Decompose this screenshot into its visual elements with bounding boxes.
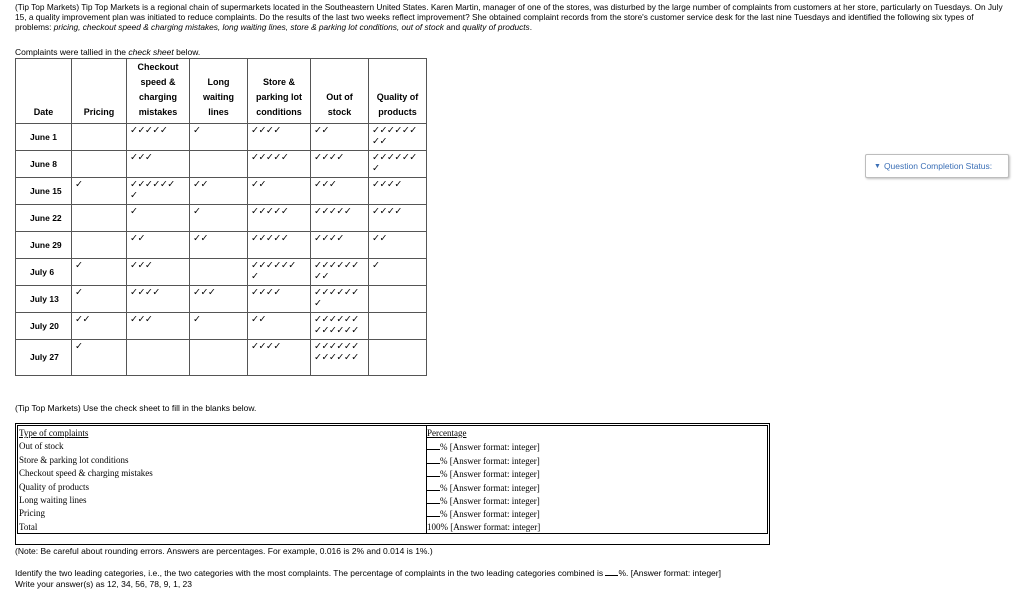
tally-cell: ✓✓✓✓ bbox=[369, 178, 427, 205]
header-waiting: Long waiting lines bbox=[190, 59, 248, 124]
rounding-note: (Note: Be careful about rounding errors. Answers are percentages. For example, 0.016 is 2% and 0.014 is 1%.) bbox=[15, 546, 433, 556]
tally-cell: ✓✓✓✓✓✓ ✓ bbox=[369, 151, 427, 178]
fill-blanks-caption: (Tip Top Markets) Use the check sheet to fill in the blanks below. bbox=[15, 403, 257, 413]
tally-cell: ✓✓ bbox=[369, 232, 427, 259]
tally-cell: ✓✓✓✓ bbox=[311, 151, 369, 178]
tally-cell: ✓ bbox=[72, 178, 127, 205]
tally-cell: ✓✓ bbox=[311, 124, 369, 151]
header-type-of-complaints: Type of complaints bbox=[19, 428, 89, 438]
table-row bbox=[16, 151, 427, 178]
header-store: Store & parking lot conditions bbox=[248, 59, 311, 124]
tally-cell bbox=[369, 340, 427, 376]
check-sheet-header-row bbox=[16, 59, 427, 124]
pct-suffix: % [Answer format: integer] bbox=[440, 469, 540, 480]
tally-cell: ✓✓✓✓ bbox=[248, 340, 311, 376]
tally-cell: ✓✓✓✓✓✓ ✓✓✓✓✓✓ bbox=[311, 313, 369, 340]
tally-cell: ✓✓✓✓✓✓ ✓ bbox=[248, 259, 311, 286]
row-date: June 8 bbox=[16, 151, 72, 178]
tally-cell: ✓✓✓ bbox=[190, 286, 248, 313]
table-row bbox=[18, 494, 769, 507]
tally-cell: ✓✓ bbox=[127, 232, 190, 259]
tally-cell bbox=[72, 124, 127, 151]
header-pricing: Pricing bbox=[72, 59, 127, 124]
answer-blank[interactable] bbox=[427, 507, 440, 517]
tally-cell bbox=[72, 151, 127, 178]
table-row bbox=[16, 340, 427, 376]
tally-cell: ✓✓✓✓✓✓ ✓ bbox=[311, 286, 369, 313]
identify-line-1 bbox=[15, 567, 721, 579]
tally-cell bbox=[72, 205, 127, 232]
table-row bbox=[16, 178, 427, 205]
tally-cell: ✓ bbox=[72, 259, 127, 286]
answer-blank[interactable] bbox=[427, 440, 440, 450]
answer-blank[interactable] bbox=[427, 481, 440, 491]
table-row bbox=[18, 467, 769, 480]
answer-blank[interactable] bbox=[427, 494, 440, 504]
row-date: July 27 bbox=[16, 340, 72, 376]
tally-cell: ✓✓✓ bbox=[127, 313, 190, 340]
row-date: June 1 bbox=[16, 124, 72, 151]
tally-cell: ✓✓✓✓✓✓ ✓✓ bbox=[369, 124, 427, 151]
tally-cell: ✓✓ bbox=[248, 313, 311, 340]
table-row bbox=[18, 507, 769, 520]
table-row bbox=[16, 124, 427, 151]
identify-suffix: %. [Answer format: integer] bbox=[618, 568, 721, 578]
complaint-type: Total bbox=[19, 521, 38, 532]
check-sheet-table bbox=[15, 58, 427, 376]
tally-cell: ✓✓✓✓✓ bbox=[248, 205, 311, 232]
tally-cell bbox=[127, 340, 190, 376]
answer-table-inner bbox=[17, 425, 768, 534]
tally-cell: ✓✓✓✓✓✓ ✓✓ bbox=[311, 259, 369, 286]
percentage-cell bbox=[427, 507, 540, 521]
tally-cell: ✓✓✓✓✓ bbox=[248, 151, 311, 178]
header-quality: Quality of products bbox=[369, 59, 427, 124]
percentage-cell bbox=[427, 494, 540, 508]
header-checkout: Checkout speed & charging mistakes bbox=[127, 59, 190, 124]
pct-suffix: [Answer format: integer] bbox=[450, 521, 541, 532]
intro-end: . bbox=[529, 22, 533, 32]
tally-cell: ✓ bbox=[190, 205, 248, 232]
question-completion-status-button[interactable] bbox=[865, 154, 1009, 178]
identify-prefix: Identify the two leading categories, i.e., the two categories with the most complaints. The percentage of complaints in the two leading categories combined is bbox=[15, 568, 606, 578]
header-out-of-stock: Out of stock bbox=[311, 59, 369, 124]
percentage-cell bbox=[427, 521, 540, 534]
row-date: July 13 bbox=[16, 286, 72, 313]
tally-cell bbox=[369, 313, 427, 340]
status-button-label: Question Completion Status: bbox=[883, 161, 993, 171]
caption-suffix: below. bbox=[173, 47, 201, 57]
table-row bbox=[16, 313, 427, 340]
row-date: June 15 bbox=[16, 178, 72, 205]
tally-cell bbox=[190, 259, 248, 286]
tally-cell: ✓ bbox=[72, 340, 127, 376]
tally-cell: ✓✓ bbox=[190, 232, 248, 259]
percentage-cell bbox=[427, 440, 540, 454]
pct-suffix: % [Answer format: integer] bbox=[440, 442, 540, 453]
tally-cell: ✓✓ bbox=[72, 313, 127, 340]
row-date: July 20 bbox=[16, 313, 72, 340]
answer-blank[interactable] bbox=[605, 567, 618, 576]
tally-cell bbox=[190, 340, 248, 376]
tally-cell: ✓✓✓✓✓ bbox=[127, 124, 190, 151]
chevron-down-icon: ▼ bbox=[874, 162, 881, 170]
complaint-type: Checkout speed & charging mistakes bbox=[19, 468, 153, 479]
caption-check-sheet: check sheet bbox=[128, 47, 174, 57]
row-date: June 29 bbox=[16, 232, 72, 259]
tally-cell: ✓✓✓✓✓✓ ✓ bbox=[127, 178, 190, 205]
tally-cell bbox=[72, 232, 127, 259]
table-row bbox=[16, 205, 427, 232]
tally-cell: ✓✓✓✓✓ bbox=[248, 232, 311, 259]
intro-types: pricing, checkout speed & charging mistakes, long waiting lines, store & parking lot conditions, out of stock bbox=[53, 22, 444, 32]
tally-cell: ✓✓✓ bbox=[127, 259, 190, 286]
pct-suffix: % [Answer format: integer] bbox=[440, 455, 540, 466]
tally-cell: ✓✓✓✓✓ bbox=[311, 205, 369, 232]
pct-suffix: % [Answer format: integer] bbox=[440, 495, 540, 506]
table-row bbox=[18, 481, 769, 494]
tally-cell: ✓✓✓✓ bbox=[127, 286, 190, 313]
pct-suffix: % [Answer format: integer] bbox=[440, 509, 540, 520]
percentage-cell bbox=[427, 481, 540, 495]
tally-cell: ✓✓✓✓✓✓ ✓✓✓✓✓✓ bbox=[311, 340, 369, 376]
percentage-cell bbox=[427, 467, 540, 481]
pct-prefix: 100% bbox=[427, 521, 451, 532]
tally-cell: ✓✓✓✓ bbox=[248, 124, 311, 151]
tally-cell: ✓✓✓✓ bbox=[369, 205, 427, 232]
tally-cell bbox=[369, 286, 427, 313]
table-row bbox=[16, 259, 427, 286]
answer-rows bbox=[18, 427, 769, 534]
tally-cell: ✓✓ bbox=[248, 178, 311, 205]
percentage-cell bbox=[427, 454, 540, 468]
tally-cell: ✓ bbox=[72, 286, 127, 313]
tally-cell: ✓✓✓ bbox=[127, 151, 190, 178]
check-sheet-caption bbox=[15, 47, 200, 57]
intro-text: (Tip Top Markets) Tip Top Markets is a regional chain of supermarkets located in the Southeastern United States. Karen Martin, manager of one of the stores, was disturbed by the large number of complaints from customers at her store, particularly on Tuesdays. On July 15, a quality improvement plan was initiated to reduce complaints. Do the results of the last two weeks reflect improvement? She obtained complaint records from the store's customer service desk for the last nine Tuesdays and identified the following six types of problems: bbox=[15, 2, 1003, 32]
complaint-type: Store & parking lot conditions bbox=[19, 454, 129, 465]
table-row bbox=[18, 521, 769, 534]
complaint-type: Long waiting lines bbox=[19, 494, 87, 505]
complaint-type: Out of stock bbox=[19, 441, 64, 452]
tally-cell: ✓ bbox=[369, 259, 427, 286]
tally-cell bbox=[190, 151, 248, 178]
pct-suffix: % [Answer format: integer] bbox=[440, 482, 540, 493]
tally-cell: ✓ bbox=[190, 313, 248, 340]
table-row bbox=[16, 232, 427, 259]
header-date: Date bbox=[16, 59, 72, 124]
row-date: June 22 bbox=[16, 205, 72, 232]
complaint-type: Pricing bbox=[19, 508, 45, 519]
tally-cell: ✓✓✓✓ bbox=[248, 286, 311, 313]
caption-prefix: Complaints were tallied in the bbox=[15, 47, 129, 57]
table-row bbox=[16, 286, 427, 313]
tally-cell: ✓ bbox=[190, 124, 248, 151]
answer-header-row bbox=[18, 427, 769, 440]
identify-line-2: Write your answer(s) as 12, 34, 56, 78, 9, 1, 23 bbox=[15, 578, 193, 589]
identify-question bbox=[15, 567, 721, 589]
complaint-type: Quality of products bbox=[19, 481, 89, 492]
table-row bbox=[18, 440, 769, 453]
tally-cell: ✓ bbox=[127, 205, 190, 232]
tally-cell: ✓✓✓✓ bbox=[311, 232, 369, 259]
intro-quality: quality of products bbox=[462, 22, 530, 32]
header-percentage: Percentage bbox=[427, 428, 467, 438]
row-date: July 6 bbox=[16, 259, 72, 286]
tally-cell: ✓✓✓ bbox=[311, 178, 369, 205]
table-row bbox=[18, 454, 769, 467]
answer-blank[interactable] bbox=[427, 454, 440, 464]
answer-blank[interactable] bbox=[427, 467, 440, 477]
intro-and: and bbox=[443, 22, 463, 32]
problem-intro bbox=[15, 2, 1005, 32]
answer-table bbox=[15, 423, 770, 545]
tally-cell: ✓✓ bbox=[190, 178, 248, 205]
